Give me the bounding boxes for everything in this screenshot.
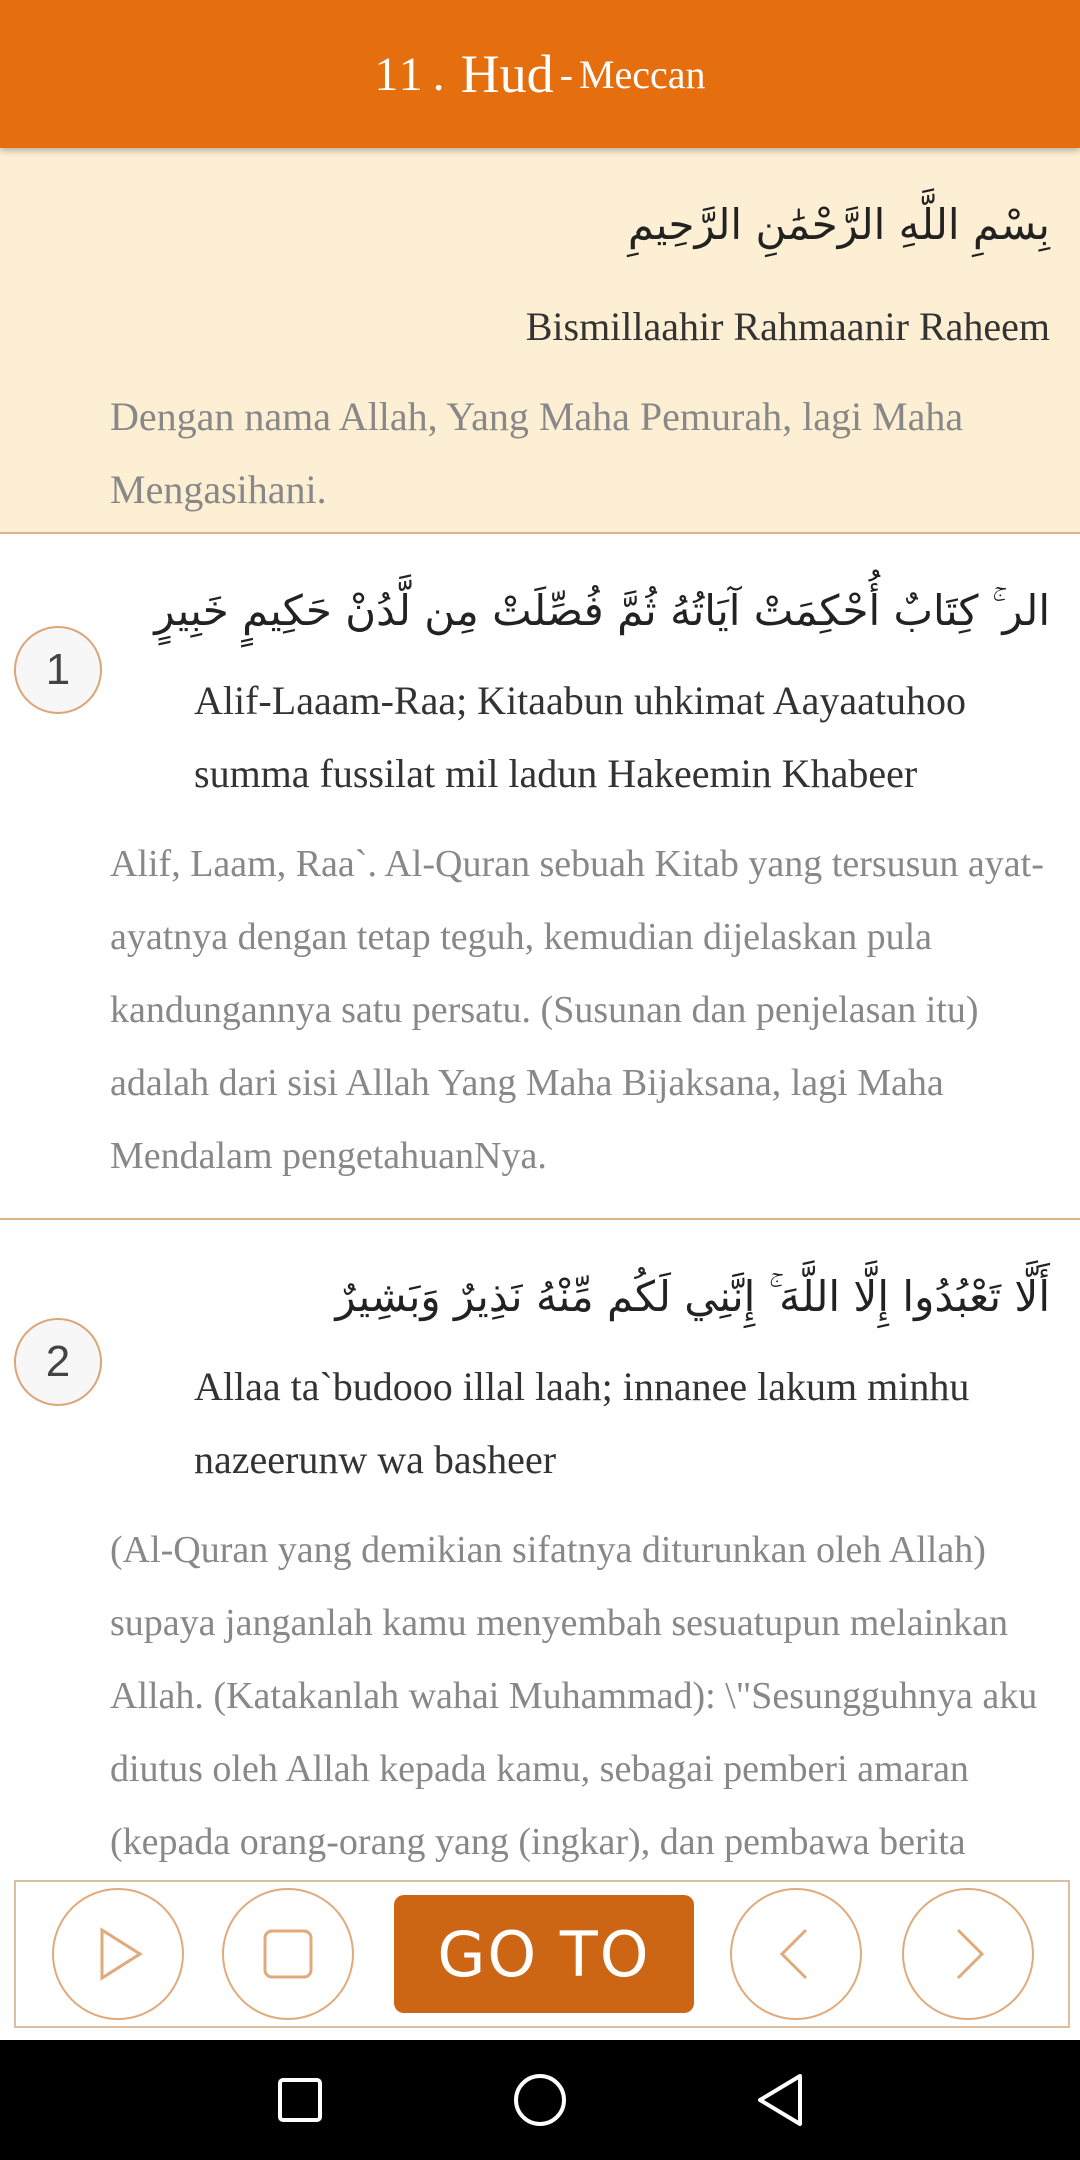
chevron-left-icon	[766, 1924, 826, 1984]
next-verse-button[interactable]	[902, 1888, 1034, 2020]
back-button[interactable]	[750, 2070, 810, 2130]
bismillah-transliteration: Bismillaahir Rahmaanir Raheem	[525, 304, 1050, 349]
recents-button[interactable]	[270, 2070, 330, 2130]
verse-list[interactable]	[0, 148, 1080, 1870]
previous-verse-button[interactable]	[730, 1888, 862, 2020]
header-separator: -	[559, 51, 573, 97]
surah-number-dot: .	[432, 47, 447, 101]
verse-number-badge: 2	[14, 1318, 102, 1406]
surah-name: Hud	[460, 44, 554, 104]
triangle-back-icon	[752, 2072, 808, 2128]
verse-transliteration: Alif-Laaam-Raa; Kitaabun uhkimat Aayaatuhoo summa fussilat mil ladun Hakeemin Khabeer	[194, 678, 966, 796]
verse-item[interactable]	[0, 1220, 1080, 1870]
surah-header	[0, 0, 1080, 148]
surah-number: 11	[374, 47, 425, 101]
verse-arabic: الر ۚ كِتَابٌ أُحْكِمَتْ آيَاتُهُ ثُمَّ فُصِّلَتْ مِن لَّدُنْ حَكِيمٍ خَبِيرٍ	[154, 586, 1050, 635]
play-icon	[88, 1924, 148, 1984]
home-button[interactable]	[510, 2070, 570, 2130]
stop-button[interactable]	[222, 1888, 354, 2020]
bismillah-arabic: بِسْمِ اللَّهِ الرَّحْمَٰنِ الرَّحِيمِ	[627, 200, 1050, 249]
playback-toolbar	[14, 1880, 1070, 2028]
verse-translation: (Al-Quran yang demikian sifatnya diturunkan oleh Allah) supaya janganlah kamu menyembah sesuatupun melainkan Allah. (Katakanlah wahai Muhammad): \"Sesungguhnya aku diutus oleh Allah kepada kamu, sebagai pemberi amaran (kepada orang-orang yang (ingkar), dan pembawa berita	[110, 1529, 1038, 1863]
verse-arabic: أَلَّا تَعْبُدُوا إِلَّا اللَّهَ ۚ إِنَّنِي لَكُم مِّنْهُ نَذِيرٌ وَبَشِيرٌ	[335, 1272, 1050, 1321]
verse-number-badge: 1	[14, 626, 102, 714]
verse-translation: Alif, Laam, Raa`. Al-Quran sebuah Kitab yang tersusun ayat-ayatnya dengan tetap teguh, kemudian dijelaskan pula kandungannya satu persatu. (Susunan dan penjelasan itu) adalah dari sisi Allah Yang Maha Bijaksana, lagi Maha Mendalam pengetahuanNya.	[110, 843, 1044, 1177]
verse-transliteration: Allaa ta`budooo illal laah; innanee lakum minhu nazeerunw wa basheer	[194, 1364, 970, 1482]
verse-item[interactable]	[0, 534, 1080, 1220]
square-icon	[276, 2076, 324, 2124]
stop-icon	[258, 1924, 318, 1984]
system-navigation-bar	[0, 2040, 1080, 2160]
circle-icon	[512, 2072, 568, 2128]
goto-button[interactable]: GO TO	[394, 1895, 694, 2013]
bismillah-block	[0, 148, 1080, 534]
chevron-right-icon	[938, 1924, 998, 1984]
play-button[interactable]	[52, 1888, 184, 2020]
surah-type: Meccan	[578, 51, 706, 97]
bismillah-translation: Dengan nama Allah, Yang Maha Pemurah, lagi Maha Mengasihani.	[110, 394, 964, 512]
